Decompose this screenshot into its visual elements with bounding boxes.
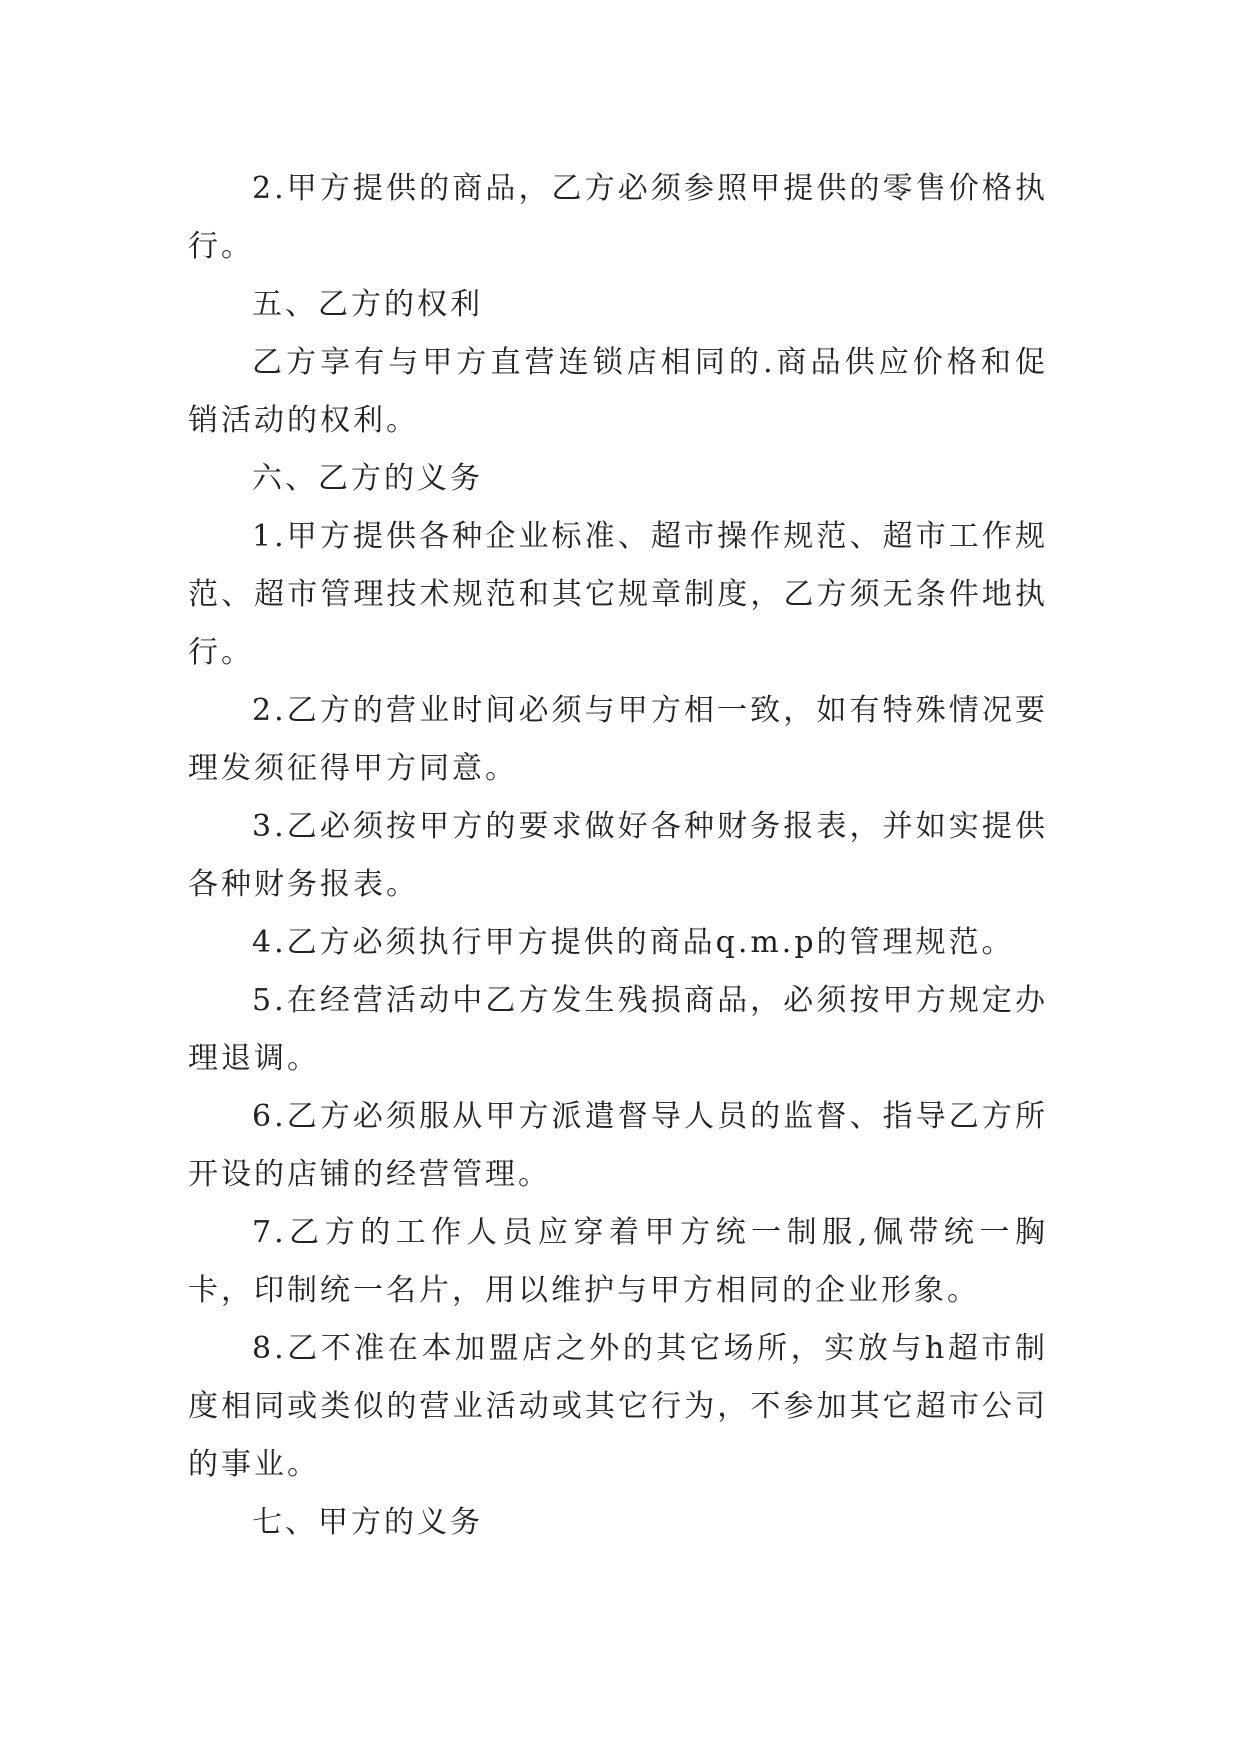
- section-heading-party-a-obligations: 七、甲方的义务: [252, 1505, 483, 1540]
- paragraph-obligation-5: 5.在经营活动中乙方发生残损商品，必须按甲方规定办理退调。: [188, 983, 1048, 1076]
- paragraph-obligation-2: 2.乙方的营业时间必须与甲方相一致，如有特殊情况要理发须征得甲方同意。: [188, 693, 1048, 786]
- paragraph-obligation-4: 4.乙方必须执行甲方提供的商品q.m.p的管理规范。: [252, 925, 1015, 960]
- section-heading-party-b-rights: 五、乙方的权利: [252, 287, 483, 322]
- paragraph-obligation-6: 6.乙方必须服从甲方派遣督导人员的监督、指导乙方所开设的店铺的经营管理。: [188, 1099, 1048, 1192]
- section-heading-party-b-obligations: 六、乙方的义务: [252, 461, 483, 496]
- paragraph-price-execution: 2.甲方提供的商品，乙方必须参照甲提供的零售价格执行。: [188, 171, 1048, 264]
- paragraph-party-b-rights: 乙方享有与甲方直营连锁店相同的.商品供应价格和促销活动的权利。: [188, 345, 1048, 438]
- paragraph-obligation-3: 3.乙必须按甲方的要求做好各种财务报表，并如实提供各种财务报表。: [188, 809, 1048, 902]
- paragraph-obligation-8: 8.乙不准在本加盟店之外的其它场所，实放与h超市制度相同或类似的营业活动或其它行为，不参加其它超市公司的事业。: [188, 1331, 1048, 1482]
- paragraph-obligation-1: 1.甲方提供各种企业标准、超市操作规范、超市工作规范、超市管理技术规范和其它规章制度，乙方须无条件地执行。: [188, 519, 1048, 670]
- paragraph-obligation-7: 7.乙方的工作人员应穿着甲方统一制服,佩带统一胸卡，印制统一名片，用以维护与甲方相同的企业形象。: [188, 1215, 1048, 1308]
- document-body: [188, 160, 1048, 1552]
